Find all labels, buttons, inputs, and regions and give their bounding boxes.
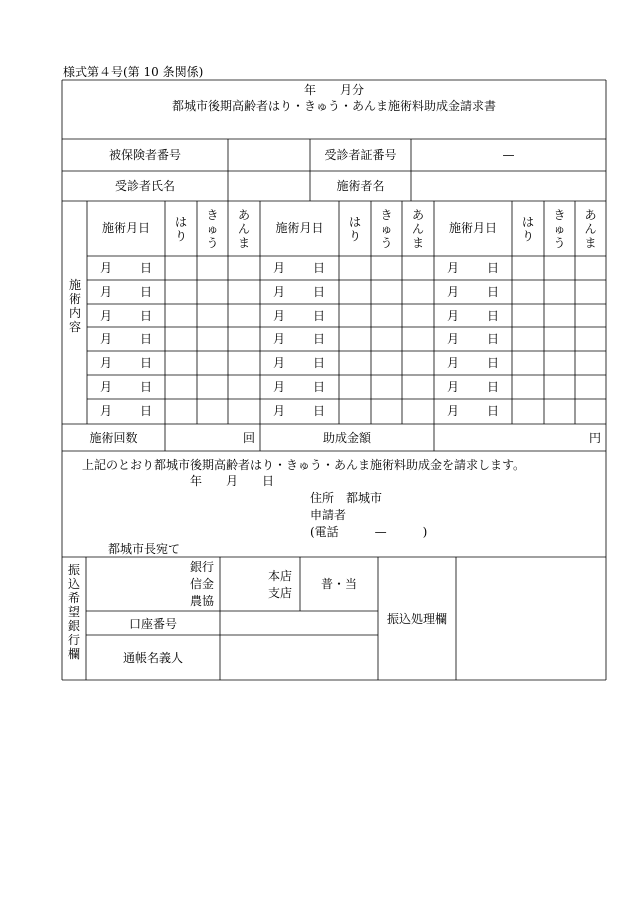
month-label: 月 xyxy=(273,261,286,275)
bank-section-label: 振込希望銀行欄 xyxy=(67,563,80,661)
day-label: 日 xyxy=(140,285,153,299)
month-label: 月 xyxy=(273,356,286,370)
month-label: 月 xyxy=(273,380,286,394)
holder-label: 通帳名義人 xyxy=(122,651,183,665)
processing-label: 振込処理欄 xyxy=(386,612,447,626)
month-label: 月 xyxy=(447,356,460,370)
page-title: 都城市後期高齢者はり・きゅう・あんま施術料助成金請求書 xyxy=(171,99,496,113)
day-label: 日 xyxy=(487,404,500,418)
branch-type-main: 本店 xyxy=(267,569,292,583)
account-number-label: 口座番号 xyxy=(128,617,177,631)
count-label: 施術回数 xyxy=(89,431,138,445)
declaration-statement: 上記のとおり都城市後期高齢者はり・きゅう・あんま施術料助成金を請求します。 xyxy=(82,458,526,472)
address-label: 住所 都城市 xyxy=(310,491,383,505)
patient-name-label: 受診者氏名 xyxy=(114,179,175,193)
date-header-2: 施術月日 xyxy=(275,221,324,235)
day-label: 日 xyxy=(140,309,153,323)
phone-label: (電話 — ) xyxy=(310,525,428,539)
day-label: 日 xyxy=(313,404,326,418)
applicant-label: 申請者 xyxy=(310,508,347,522)
bank-type-shinkin: 信金 xyxy=(189,577,214,591)
day-label: 日 xyxy=(487,261,500,275)
declaration-date: 年 月 日 xyxy=(190,474,275,488)
day-label: 日 xyxy=(313,380,326,394)
date-header-3: 施術月日 xyxy=(448,221,497,235)
month-label: 月 xyxy=(273,332,286,346)
month-label: 月 xyxy=(100,261,113,275)
hari-header-1: はり xyxy=(174,214,187,243)
month-label: 月 xyxy=(447,332,460,346)
hari-header-2: はり xyxy=(348,214,361,243)
date-header-1: 施術月日 xyxy=(101,221,150,235)
kyuu-header-1: きゅう xyxy=(206,207,219,250)
title-month: 年 月分 xyxy=(303,83,364,97)
form-number: 様式第４号(第 10 条関係) xyxy=(63,65,204,79)
day-label: 日 xyxy=(487,332,500,346)
month-label: 月 xyxy=(100,356,113,370)
cert-number-label: 受診者証番号 xyxy=(324,148,397,162)
addressee: 都城市長宛て xyxy=(108,542,181,556)
day-label: 日 xyxy=(313,356,326,370)
bank-type-nokyo: 農協 xyxy=(189,594,214,608)
amount-label: 助成金額 xyxy=(322,431,371,445)
hari-header-3: はり xyxy=(521,214,534,243)
month-label: 月 xyxy=(100,285,113,299)
day-label: 日 xyxy=(140,332,153,346)
day-label: 日 xyxy=(140,356,153,370)
day-label: 日 xyxy=(140,380,153,394)
month-label: 月 xyxy=(100,404,113,418)
branch-type-branch: 支店 xyxy=(267,586,292,600)
day-label: 日 xyxy=(313,285,326,299)
month-label: 月 xyxy=(273,285,286,299)
day-label: 日 xyxy=(140,404,153,418)
month-label: 月 xyxy=(447,261,460,275)
day-label: 日 xyxy=(140,261,153,275)
month-label: 月 xyxy=(447,309,460,323)
kyuu-header-3: きゅう xyxy=(553,207,566,250)
month-label: 月 xyxy=(273,404,286,418)
kyuu-header-2: きゅう xyxy=(380,207,393,250)
day-label: 日 xyxy=(313,261,326,275)
anma-header-3: あんま xyxy=(584,207,597,250)
month-label: 月 xyxy=(447,380,460,394)
account-type: 普・当 xyxy=(320,577,357,591)
day-label: 日 xyxy=(487,356,500,370)
day-label: 日 xyxy=(313,309,326,323)
insured-number-label: 被保険者番号 xyxy=(108,148,181,162)
month-label: 月 xyxy=(100,332,113,346)
anma-header-1: あんま xyxy=(237,207,250,250)
day-label: 日 xyxy=(313,332,326,346)
day-label: 日 xyxy=(487,309,500,323)
month-label: 月 xyxy=(447,404,460,418)
month-label: 月 xyxy=(100,380,113,394)
day-label: 日 xyxy=(487,285,500,299)
bank-type-bank: 銀行 xyxy=(189,560,214,574)
month-label: 月 xyxy=(447,285,460,299)
treatment-section-label: 施術内容 xyxy=(68,278,81,334)
cert-number-value: — xyxy=(502,148,515,162)
amount-unit: 円 xyxy=(589,431,602,445)
day-label: 日 xyxy=(487,380,500,394)
count-unit: 回 xyxy=(243,431,256,445)
month-label: 月 xyxy=(273,309,286,323)
anma-header-2: あんま xyxy=(411,207,424,250)
practitioner-label: 施術者名 xyxy=(336,179,385,193)
month-label: 月 xyxy=(100,309,113,323)
